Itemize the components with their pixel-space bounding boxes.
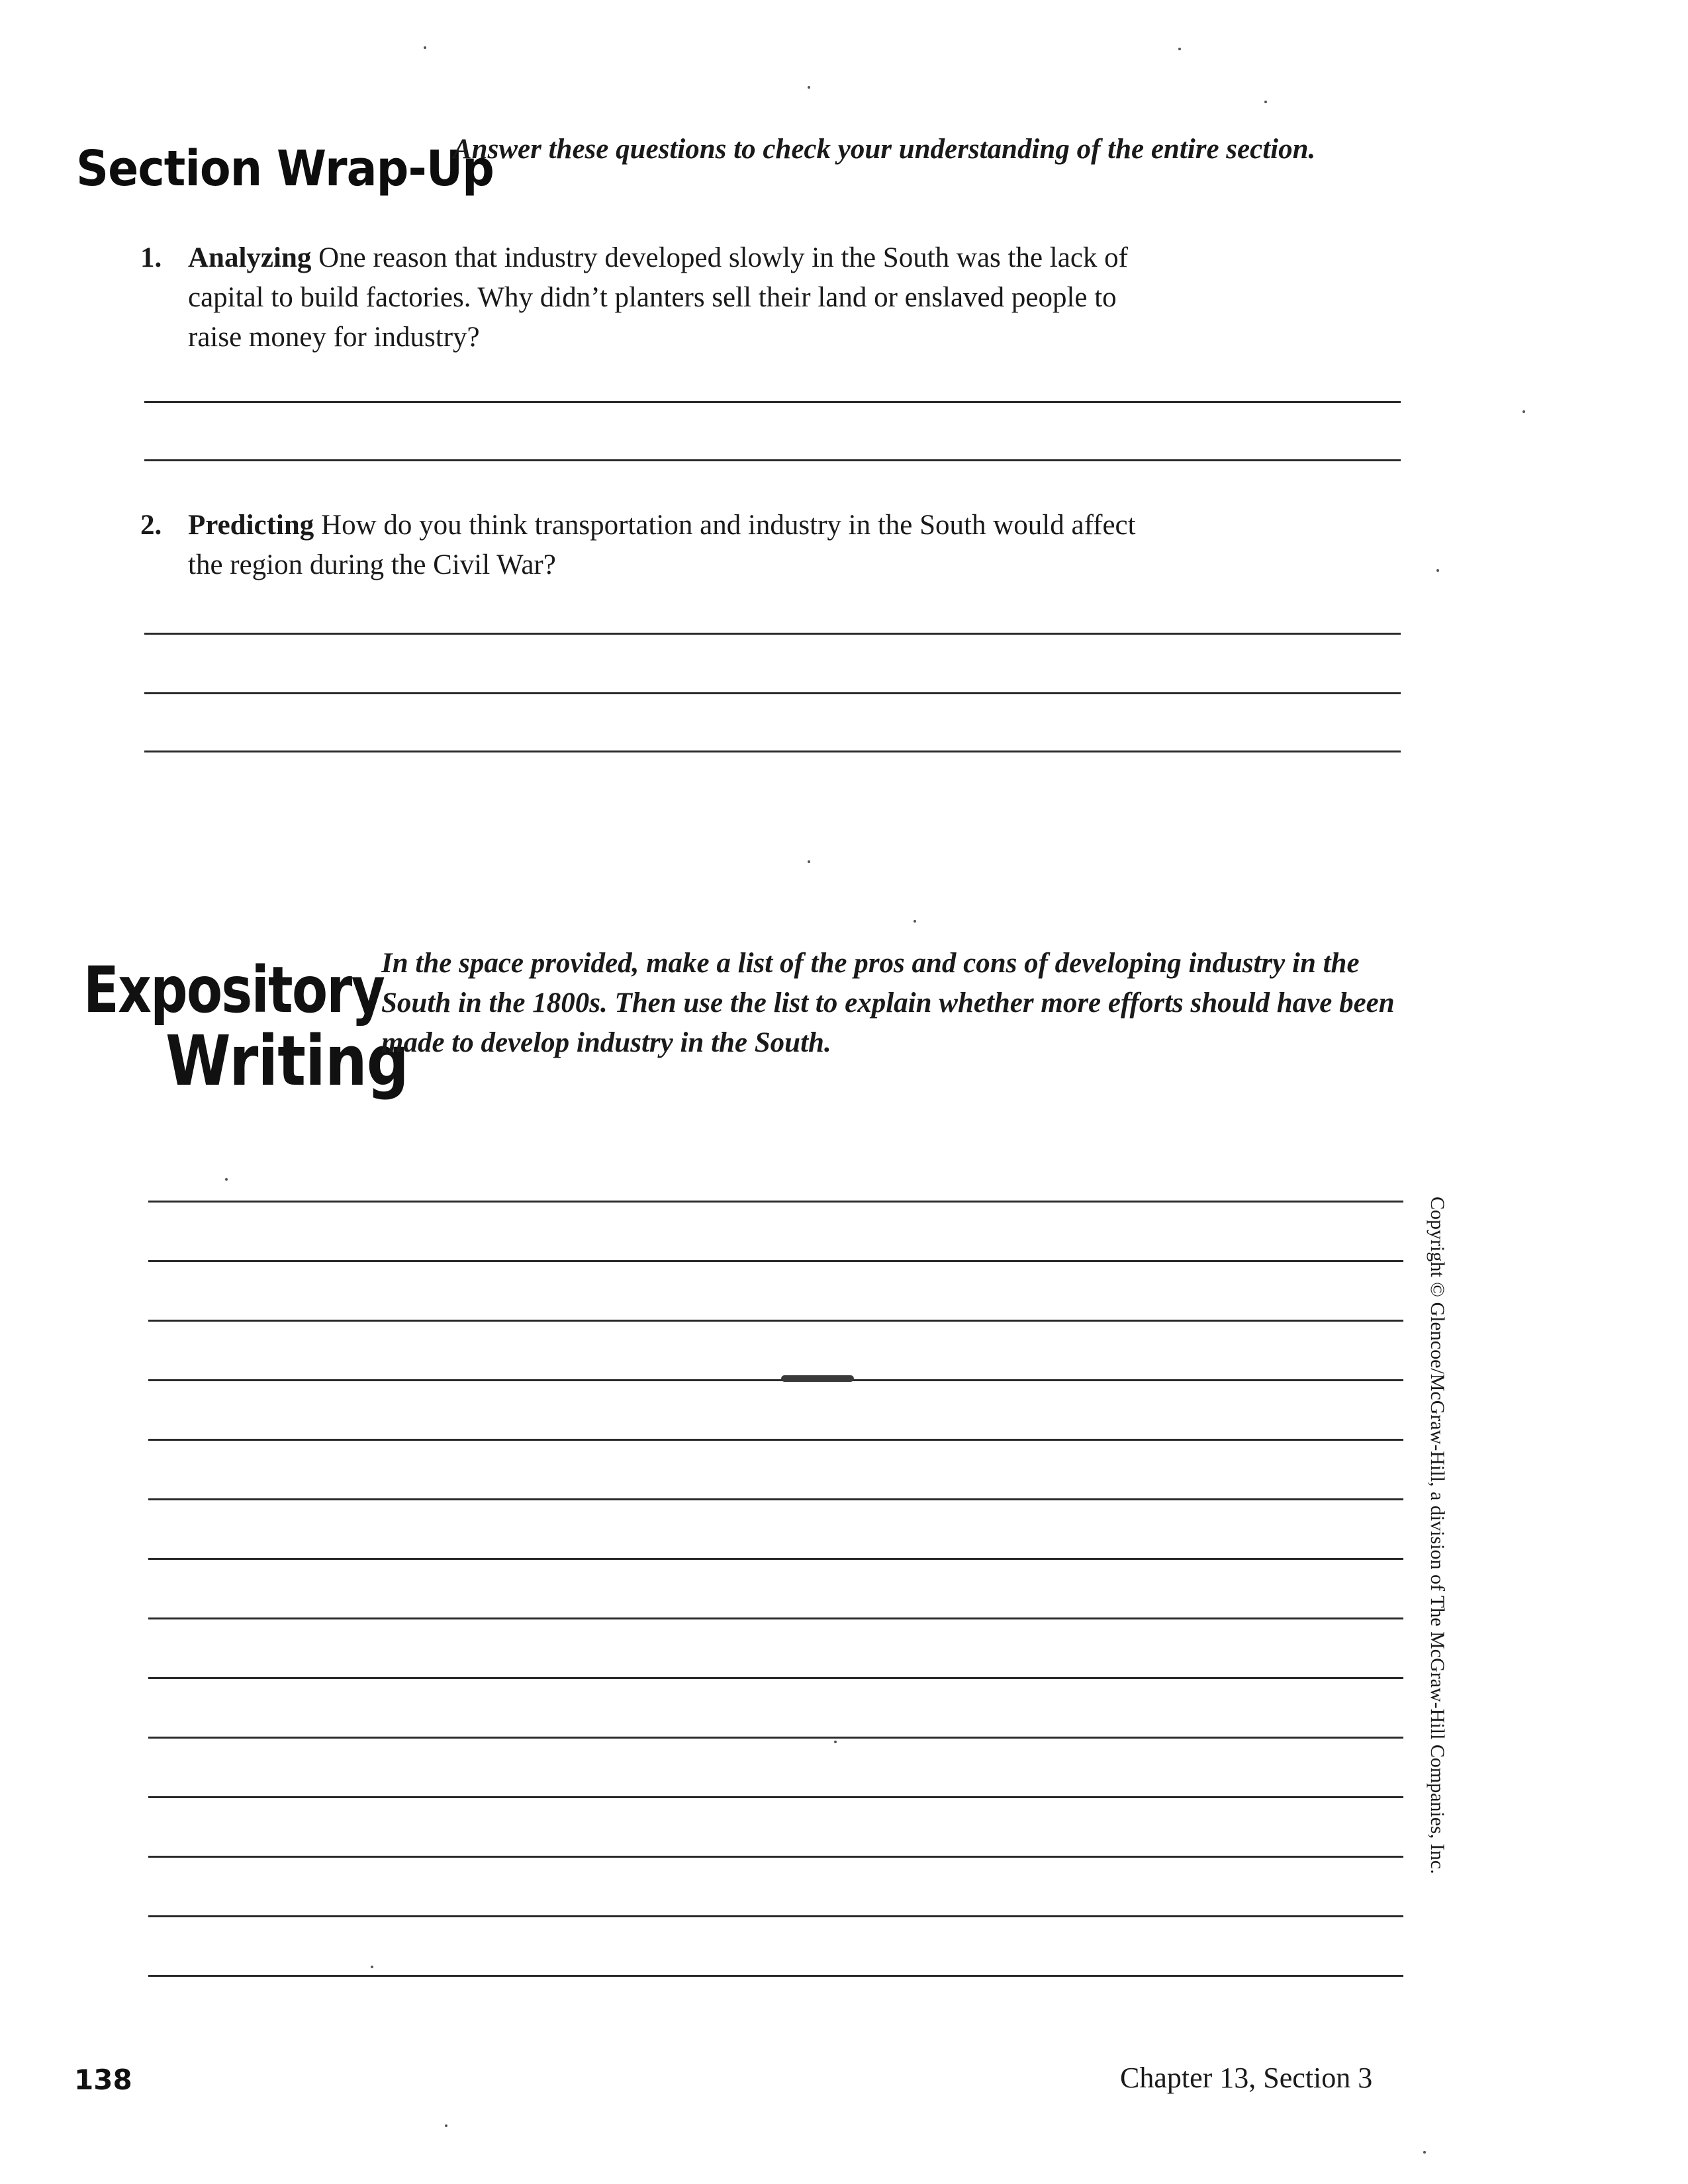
scan-speck xyxy=(225,1178,228,1181)
scan-speck xyxy=(424,46,426,49)
question-number: 1. xyxy=(140,242,162,273)
ink-mark xyxy=(781,1375,854,1382)
writing-line[interactable] xyxy=(148,1617,1403,1619)
question-2 xyxy=(140,506,1173,592)
writing-line[interactable] xyxy=(148,1915,1403,1917)
writing-line[interactable] xyxy=(148,1439,1403,1441)
writing-line[interactable] xyxy=(148,1201,1403,1203)
answer-line[interactable] xyxy=(144,751,1401,752)
expository-writing-logo xyxy=(74,953,408,1112)
scan-speck xyxy=(1178,48,1181,50)
writing-line[interactable] xyxy=(148,1856,1403,1858)
section-wrapup-instruction: Answer these questions to check your understanding of the entire section. xyxy=(453,134,1316,165)
page-number: 138 xyxy=(74,2064,132,2096)
writing-line[interactable] xyxy=(148,1320,1403,1322)
scan-speck xyxy=(834,1741,837,1743)
section-wrapup-logo: Section Wrap-Up xyxy=(76,140,494,197)
scan-speck xyxy=(808,86,810,89)
scan-speck xyxy=(1436,569,1439,572)
answer-line[interactable] xyxy=(144,692,1401,694)
writing-line[interactable] xyxy=(148,1975,1403,1977)
question-text: One reason that industry developed slowly in the South was the lack of capital to build factories. Why didn’t planters sell their land or enslaved people to raise money for industry? xyxy=(188,242,1128,353)
writing-line[interactable] xyxy=(148,1498,1403,1500)
question-text: How do you think transportation and industry in the South would affect the region during the Civil War? xyxy=(188,510,1136,580)
question-label: Predicting xyxy=(188,510,314,541)
question-label: Analyzing xyxy=(188,242,312,273)
scan-speck xyxy=(1264,101,1267,103)
question-1 xyxy=(140,238,1173,364)
answer-line[interactable] xyxy=(144,459,1401,461)
answer-line[interactable] xyxy=(144,401,1401,403)
scan-speck xyxy=(1423,2151,1426,2154)
scan-speck xyxy=(914,920,916,923)
expository-instruction: In the space provided, make a list of the pros and cons of developing industry in the South in the 1800s. Then use the list to explain whether more efforts should have been made to develop industry in the South. xyxy=(381,948,1395,1058)
writing-line[interactable] xyxy=(148,1677,1403,1679)
copyright-notice: Copyright © Glencoe/McGraw-Hill, a division of The McGraw-Hill Companies, Inc. xyxy=(1427,1197,1448,1874)
writing-line[interactable] xyxy=(148,1379,1403,1381)
writing-line[interactable] xyxy=(148,1260,1403,1262)
writing-line[interactable] xyxy=(148,1558,1403,1560)
writing-line[interactable] xyxy=(148,1737,1403,1739)
writing-logo-line: Writing xyxy=(165,1021,408,1101)
scan-speck xyxy=(808,860,810,863)
scan-speck xyxy=(371,1966,373,1968)
chapter-section-label: Chapter 13, Section 3 xyxy=(1120,2062,1373,2094)
answer-line[interactable] xyxy=(144,633,1401,635)
scan-speck xyxy=(445,2124,447,2127)
writing-line[interactable] xyxy=(148,1796,1403,1798)
scan-speck xyxy=(1523,410,1525,413)
expository-logo-line: Expository xyxy=(83,953,385,1027)
question-number: 2. xyxy=(140,510,162,541)
